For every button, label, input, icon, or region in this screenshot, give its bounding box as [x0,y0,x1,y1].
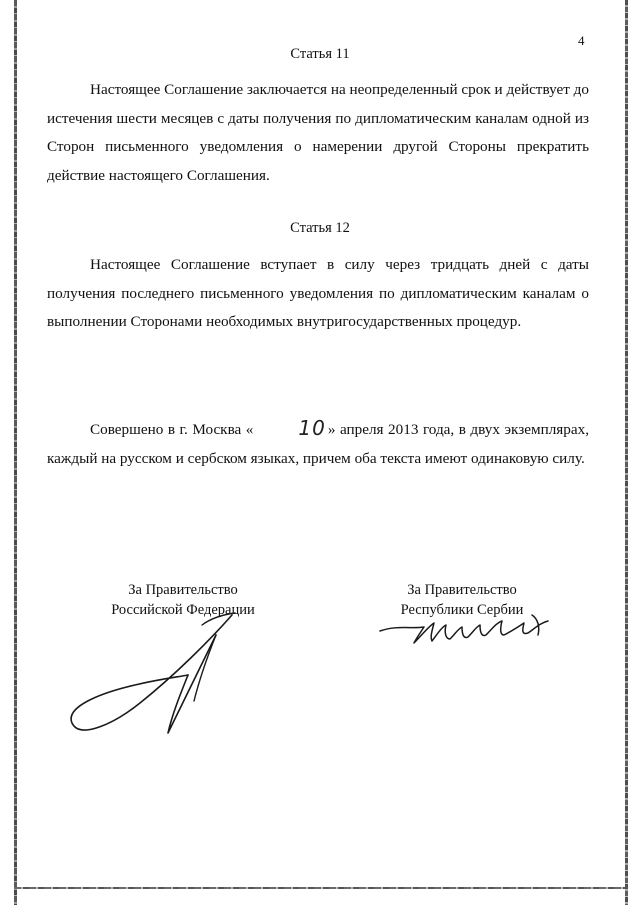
page-number: 4 [578,33,585,48]
handwritten-signature-serbia [372,605,572,650]
article-11-title: Статья 11 [290,46,350,62]
signature-serbia-line1: За Правительство [407,582,517,598]
handwritten-day: 10 [298,416,326,440]
closing-paragraph [47,414,589,473]
page-border-right [625,0,628,905]
closing-before-day: Совершено в г. Москва « [90,421,254,438]
handwritten-signature-russia [60,605,260,745]
page-border-left [14,0,17,905]
article-12-text: Настоящее Соглашение вступает в силу через тридцать дней с даты получения последнего письменного уведомления по дипломатическим каналам о выполнении Сторонами необходимых внутригосударственных процедур. [47,256,589,330]
closing-after-day: » апреля 2013 года, в двух экземплярах, каждый на русском и сербском языках, причем оба текста имеют одинаковую силу. [47,421,589,467]
signature-russia-line2: Российской Федерации [111,602,255,618]
article-12-title: Статья 12 [290,220,350,236]
signature-serbia-line2: Республики Сербии [400,602,524,618]
page-border-bottom [14,887,628,889]
signature-russia-line1: За Правительство [128,582,238,598]
article-11-text: Настоящее Соглашение заключается на неопределенный срок и действует до истечения шести месяцев с даты получения по дипломатическим каналам одной из Сторон письменного уведомления о намерении другой Стороны прекратить действие настоящего Соглашения. [47,81,589,184]
